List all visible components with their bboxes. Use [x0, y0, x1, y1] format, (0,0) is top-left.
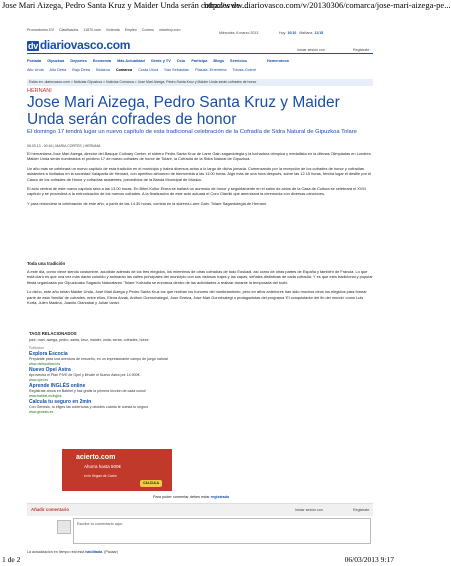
banner-line1: Ahorra hasta 500€	[84, 464, 122, 469]
article-paragraph: El acto central de este nuevo capítulo será a las 13.00 horas. En Biteri Kultur Etxea se bailará un aurresku de honor y seguidamente en el salón de actos de la Casa de Cultura se celebrará el XVIII capítulo y se procederá a la entronización de los nuevos cofrades. A la finalización de este acto actuará el Coro Oiarriki que amenizará la ceremonia con diversas canciones.	[27, 186, 366, 197]
comment-bar	[27, 503, 373, 516]
ad-desc: Con Genesis, tu eliges las coberturas y decides cuánto te cuesta tu seguro	[29, 405, 149, 409]
print-footer	[0, 555, 400, 566]
add-comment-heading: Añadir comentario	[31, 507, 69, 512]
ad-item[interactable]	[29, 367, 269, 383]
update-text: La actualización en tiempo real está	[27, 550, 85, 554]
main-nav	[27, 59, 294, 63]
article-paragraph: A este día, como viene siendo costumbre, acudirán además de los tres elegidos, los miembros de otras cofradías de todo Euskadi, así como de otras partes de España y también de Francia. Lo que está claro es que una vez más darán colorido y animarán las calles principales del municipio con sus vistosos trajes y las capas, señales distintivas de cada cofradía. Y es que esta tradicional y popular fiesta organizada por Gipuzkoako Sagardo Naturalaren 'Tolare' Kofradia se enmarca dentro de las actividades a realizar durante la temporada del txotx.	[27, 269, 373, 285]
login-link[interactable]: Iniciar sesión con	[297, 48, 325, 52]
tags-list[interactable]: jose, mari, aizega, pedro, santa, kruz, maider, unda, serán, cofrades, honor	[29, 338, 149, 342]
nav-item[interactable]: Hemeroteca	[267, 59, 289, 63]
weather-today-low: 10	[287, 31, 292, 35]
subnav-item[interactable]: Costa Urola	[138, 68, 159, 72]
top-link[interactable]: Coches	[141, 28, 154, 32]
top-link[interactable]: miarrhoy.com	[158, 28, 181, 32]
nav-item[interactable]: Más Actualidad	[117, 59, 145, 63]
subnav-item[interactable]: Alto Deba	[49, 68, 67, 72]
article-subheading: Toda una tradición	[27, 261, 66, 266]
update-state: habilitada	[85, 550, 103, 554]
header-divider	[27, 53, 373, 54]
ad-item[interactable]	[29, 383, 269, 399]
nav-item[interactable]: Gente y TV	[150, 59, 171, 63]
ad-title[interactable]: Nuevo Opel Astra	[29, 367, 71, 373]
ad-url[interactable]: www.babbel.es/ingles	[29, 393, 62, 398]
article-body	[27, 151, 373, 210]
tags-heading: TAGS RELACIONADOS	[29, 331, 77, 336]
subnav-item[interactable]: Bajo Deba	[72, 68, 91, 72]
print-header-url: http://www.diariovasco.com/v/20130306/comarca/jose-mari-aizega-pe...	[204, 0, 451, 10]
article-paragraph: Y para redondear la celebración de este año, a partir de las 14.30 horas, comida en la sidrería Larre Gain. Tolare Sagardotegia de Hernani.	[27, 200, 267, 206]
current-date: Miércoles, 6 marzo 2013	[219, 31, 259, 35]
register-link[interactable]: Registrate	[353, 48, 370, 52]
insurance-banner[interactable]	[62, 449, 172, 491]
ad-item[interactable]	[29, 399, 269, 415]
article-paragraph: Lo dicho, este año serán Maider Unda, Jose Mari Aizega y Pedro Santa Kruz los que reciban los honores del nombramiento, pero en años anteriores han sido muchos otros los elegidos para formar parte de esta 'familia' de cofrades, entre ellos, Elena Arzak, Anthon Gorrochategui, Jose Ezeiza, Jose Mari Gorrotxategi o protagonistas del programa 'El conquistador del fin del mundo' como Luis Korta, Julen Madina, Juanito Oiarzabal y Julian Iantzi.	[27, 289, 367, 306]
comment-login-notice	[153, 495, 229, 499]
ad-url[interactable]: www.visitscotland.es	[29, 361, 61, 366]
realtime-update-status: La actualización en tiempo real está habilitada. (Pausar)	[27, 550, 118, 554]
ad-title[interactable]: Aprende INGLÉS online	[29, 383, 86, 389]
article-title: Jose Mari Aizega, Pedro Santa Kruz y Maider Unda serán cofrades de honor	[27, 94, 340, 128]
comment-register-link[interactable]: registrado	[210, 495, 230, 499]
nav-item[interactable]: Gipuzkoa	[47, 59, 65, 63]
nav-item[interactable]: Blogs	[213, 59, 224, 63]
print-header	[0, 0, 451, 12]
nav-item[interactable]: Ocio	[176, 59, 186, 63]
ad-desc: Aprovecha el Plan PIVE de Opel y llévate el Nuevo Astra por 14.900€ .	[29, 373, 142, 377]
ad-item[interactable]	[29, 351, 269, 367]
ad-url[interactable]: www.opel.es	[29, 377, 49, 382]
pause-updates-link[interactable]: (Pausar)	[104, 550, 118, 554]
logo-text: diariovasco.com	[39, 38, 131, 52]
top-link[interactable]: Empleo	[124, 28, 137, 32]
top-link[interactable]: 11870.com	[83, 28, 101, 32]
subnav-item[interactable]: Bidasoa	[96, 68, 110, 72]
ad-desc: Regístrate ahora en Babbel y haz gratis la primera lección de cada curso!	[29, 389, 147, 393]
subnav-item[interactable]: Alto Urola	[27, 68, 44, 72]
print-header-title: Jose Mari Aizega, Pedro Santa Kruz y Maider Unda serán cofrades de ...	[2, 0, 249, 10]
weather: Hoy 10/16 Mañana 11/15	[279, 31, 324, 35]
nav-item[interactable]: Participa	[191, 59, 208, 63]
nav-item[interactable]: Economía	[92, 59, 112, 63]
top-link[interactable]: Promociones DV	[27, 28, 54, 32]
banner-line2: en tu Seguro de Coche	[84, 474, 117, 478]
article-paragraph: Un año más se celebrará un nuevo capítulo de esta tradición en el municipio y habrá diversos actos a lo largo de dicha jornada. Comenzando por la recepción de los cofrades de honor y cofradías asistentes a invitados en la sociedad Xalaparta de Hernani, con aperitivo almuerzo de bienvenida a las 11:00 horas. Algo más de una hora después, sobre las 12.15 horas, tendrá lugar el desfile por el Casco de los cofrades de Honor y cofradías asistentes, precedidos de la Banda Municipal de Música.	[27, 165, 372, 182]
nav-item[interactable]: Deportes	[70, 59, 87, 63]
ad-desc: Prepárate para una aventura de ensueño, en un impresionante campo de juego natural	[29, 357, 168, 361]
banner-calculate-button[interactable]: CALCULA	[140, 480, 162, 487]
weather-today-high: 16	[292, 31, 297, 35]
top-link[interactable]: Vivienda	[105, 28, 120, 32]
weather-today-label: Hoy	[279, 31, 286, 35]
banner-brand: acierto.com	[76, 454, 116, 461]
subnav-item-active[interactable]: Comarca	[115, 68, 133, 72]
comment-input[interactable]	[73, 518, 371, 544]
article-subtitle: El domingo 17 tendrá lugar un nuevo capítulo de esta tradicional celebración de la Cofradía de Sidra Natural de Gipuzkoa Tolare	[27, 129, 357, 135]
logo-badge: dv	[28, 41, 38, 51]
breadcrumb[interactable]: Estás en: diariovasco.com > Noticias Gipuzkoa > Noticias Comarca > Jose Mari Aizega, Pedro Santa Kruz y Maider Unda serán cofrades de honor	[27, 79, 373, 86]
subnav-item[interactable]: Tolosa-Goierri	[232, 68, 257, 72]
ad-url[interactable]: www.genesis.es	[29, 409, 54, 414]
page-count: 1 de 2	[2, 555, 21, 564]
article-byline: 06.03.13 - 00:16 | MARIA CORTES | HERNANI.	[27, 144, 102, 148]
section-label[interactable]: HERNANI	[27, 88, 52, 94]
comment-register-link-2[interactable]: Registrate	[353, 508, 370, 512]
article-paragraph: El hernaniarra Jose Mari Aizega, director del Basque Culinary Center, el sidrero Pedro Santa Kruz de Larre Gain sagardotegia y la luchadora olímpica y medallista en la últimas Olimpiadas en Londres Maider Unda serán nombrados el próximo 17 de marzo cofrades de honor de Tolare, la Cofradía de la Sidra Natural de Gipuzkoa.	[27, 151, 371, 162]
nav-item[interactable]: Portada	[27, 59, 42, 63]
article-body-2	[27, 269, 373, 309]
avatar	[57, 520, 71, 534]
weather-tomorrow-high: 15	[319, 31, 324, 35]
ads-label: Publicidad	[29, 346, 44, 350]
comment-notice-text: Para poder comentar debes estar	[153, 495, 210, 499]
ad-title[interactable]: Explora Escocia	[29, 351, 68, 357]
subnav-item[interactable]: Plasaia -Errenteria	[195, 68, 227, 72]
comment-login-link[interactable]: Iniciar sesión con	[295, 508, 323, 512]
top-link[interactable]: Clasificados	[58, 28, 79, 32]
nav-item[interactable]: Servicios	[230, 59, 247, 63]
print-timestamp: 06/03/2013 9:17	[344, 555, 394, 564]
weather-tomorrow-low: 11	[314, 31, 319, 35]
comment-placeholder: Escribe tu comentario aquí.	[77, 522, 124, 526]
ad-title[interactable]: Calcula tu seguro en 2min	[29, 399, 92, 405]
sub-nav	[27, 68, 261, 72]
weather-tomorrow-label: Mañana	[299, 31, 313, 35]
subnav-item[interactable]: San Sebastián	[164, 68, 189, 72]
ads-list	[29, 351, 269, 415]
